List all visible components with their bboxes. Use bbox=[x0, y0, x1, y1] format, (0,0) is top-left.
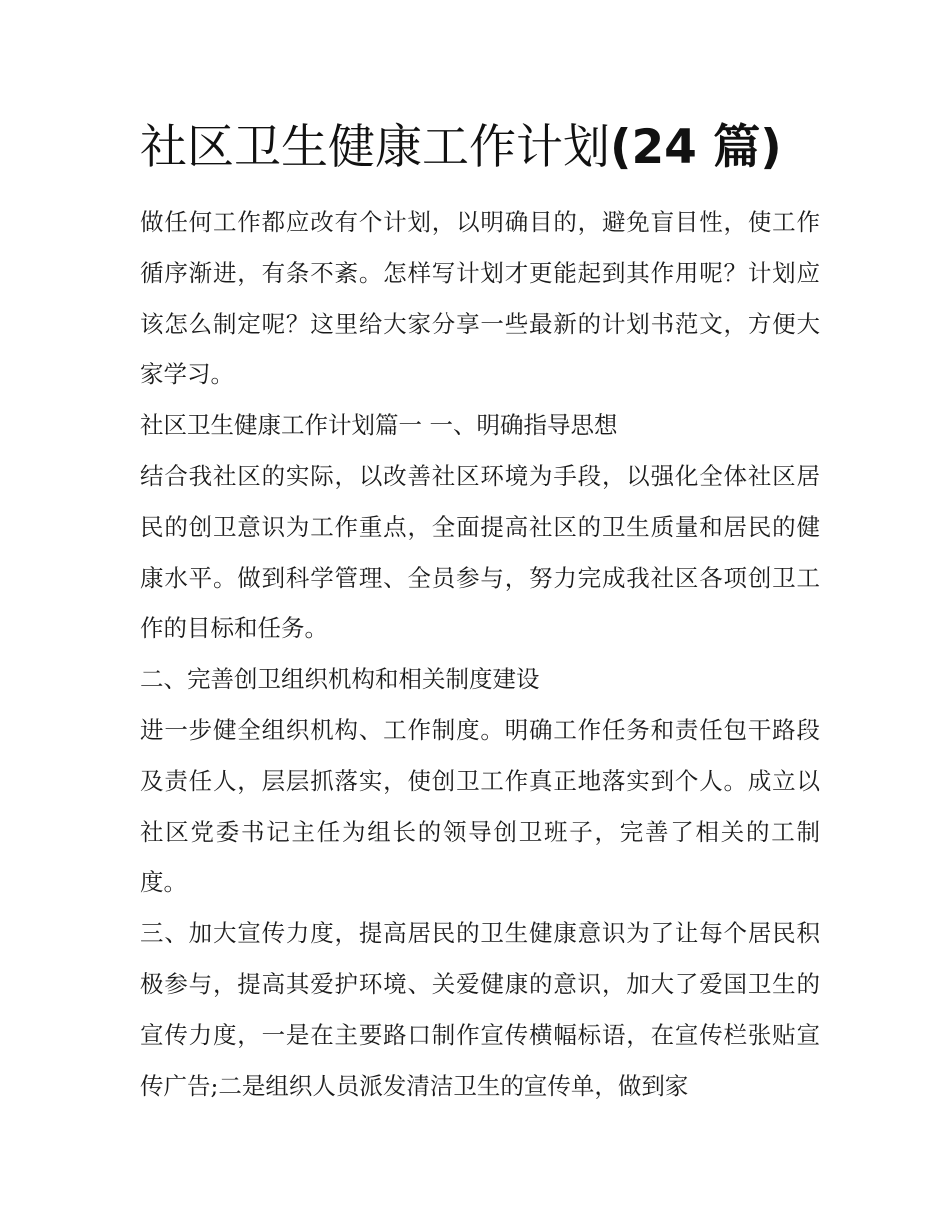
section-paragraph-3: 三、加大宣传力度，提高居民的卫生健康意识为了让每个居民积极参与，提高其爱护环境、关爱健康的意识，加大了爱国卫生的宣传力度，一是在主要路口制作宣传横幅标语，在宣传栏张贴宣传广告;二是组织人员派发清洁卫生的宣传单，做到家 bbox=[140, 919, 820, 1100]
section-heading-2: 二、完善创卫组织机构和相关制度建设 bbox=[140, 665, 540, 694]
title-count: (24 篇) bbox=[610, 120, 782, 175]
section-paragraph-2: 进一步健全组织机构、工作制度。明确工作任务和责任包干路段及责任人，层层抓落实，使创卫工作真正地落实到个人。成立以社区党委书记主任为组长的领导创卫班子，完善了相关的工制度。 bbox=[140, 715, 820, 897]
section-paragraph-1: 结合我社区的实际，以改善社区环境为手段，以强化全体社区居民的创卫意识为工作重点，全面提高社区的卫生质量和居民的健康水平。做到科学管理、全员参与，努力完成我社区各项创卫工作的目标和任务。 bbox=[140, 461, 820, 643]
title-text: 社区卫生健康工作计划 bbox=[140, 120, 610, 175]
intro-paragraph: 做任何工作都应改有个计划，以明确目的，避免盲目性，使工作循序渐进，有条不紊。怎样写计划才更能起到其作用呢？计划应该怎么制定呢？这里给大家分享一些最新的计划书范文，方便大家学习。 bbox=[140, 208, 820, 389]
document-title bbox=[140, 118, 840, 178]
section-heading-1: 社区卫生健康工作计划篇一 一、明确指导思想 bbox=[140, 411, 618, 440]
document-body bbox=[140, 197, 820, 1111]
